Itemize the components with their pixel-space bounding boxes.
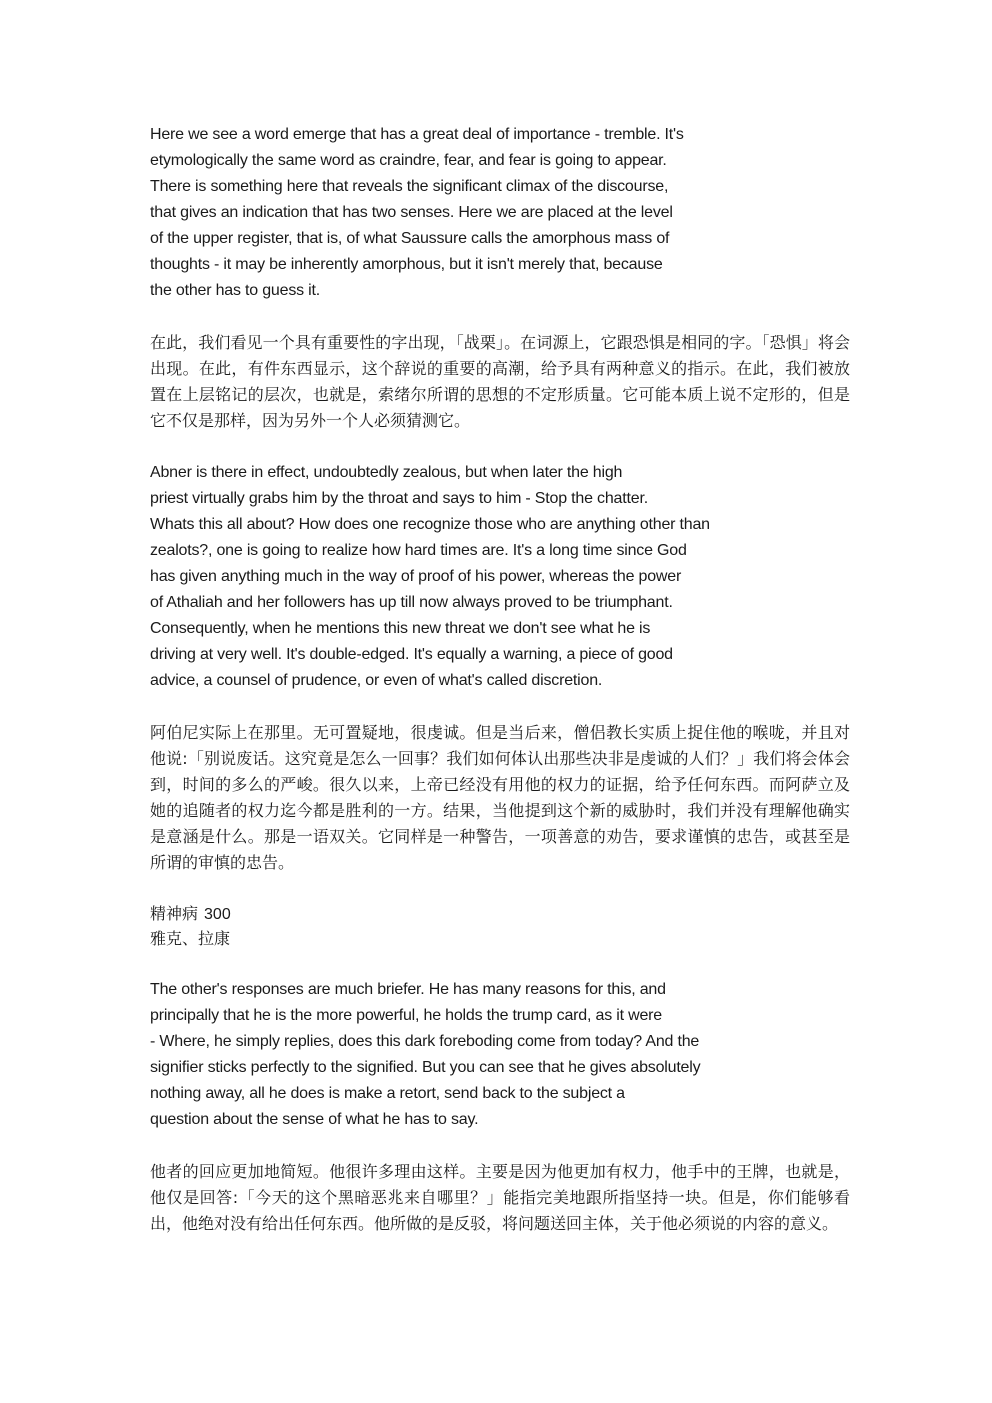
english-paragraph-3 xyxy=(150,977,850,1133)
chinese-paragraph-1: 在此，我们看见一个具有重要性的字出现，「战栗」。在词源上，它跟恐惧是相同的字。「恐惧」将会出现。在此，有件东西显示，这个辞说的重要的高潮，给予具有两种意义的指示。在此，我们被放置在上层铭记的层次，也就是，索绪尔所谓的思想的不定形质量。它可能本质上说不定形的，但是它不仅是那样，因为另外一个人必须猜测它。 xyxy=(150,333,850,430)
text-line: thoughts - it may be inherently amorphous, but it isn't merely that, because xyxy=(150,256,663,273)
text-line: etymologically the same word as craindre, fear, and fear is going to appear. xyxy=(150,152,667,169)
english-paragraph-2 xyxy=(150,460,850,694)
running-head-author: 雅克、拉康 xyxy=(150,929,231,948)
text-line: nothing away, all he does is make a retort, send back to the subject a xyxy=(150,1085,625,1102)
paragraph-gap xyxy=(150,694,850,720)
chinese-paragraph-2: 阿伯尼实际上在那里。无可置疑地，很虔诚。但是当后来，僧侣教长实质上捉住他的喉咙，并且对他说:「别说废话。这究竟是怎么一回事？我们如何体认出那些决非是虔诚的人们？」我们将会体会到，时间的多么的严峻。很久以来，上帝已经没有用他的权力的证据，给予任何东西。而阿萨立及她的追随者的权力迄今都是胜利的一方。结果，当他提到这个新的威胁时，我们并没有理解他确实是意涵是什么。那是一语双关。它同样是一种警告，一项善意的劝告，要求谨慎的忠告，或甚至是所谓的审慎的忠告。 xyxy=(150,723,850,872)
text-line: question about the sense of what he has to say. xyxy=(150,1111,479,1128)
paragraph-gap xyxy=(150,1133,850,1159)
text-line: The other's responses are much briefer. He has many reasons for this, and xyxy=(150,981,666,998)
text-line: the other has to guess it. xyxy=(150,282,321,299)
text-line: of Athaliah and her followers has up till now always proved to be triumphant. xyxy=(150,594,673,611)
text-line: Here we see a word emerge that has a great deal of importance - tremble. It's xyxy=(150,126,684,143)
text-line: zealots?, one is going to realize how hard times are. It's a long time since God xyxy=(150,542,687,559)
paragraph-gap xyxy=(150,304,850,330)
text-line: Abner is there in effect, undoubtedly zealous, but when later the high xyxy=(150,464,623,481)
running-head-title-line xyxy=(150,902,850,927)
running-head xyxy=(150,902,850,951)
text-line: - Where, he simply replies, does this dark foreboding come from today? And the xyxy=(150,1033,700,1050)
paragraph-gap xyxy=(150,951,850,977)
text-line: Whats this all about? How does one recognize those who are anything other than xyxy=(150,516,710,533)
text-line: Consequently, when he mentions this new threat we don't see what he is xyxy=(150,620,651,637)
page-number: 300 xyxy=(204,906,231,923)
text-line: priest virtually grabs him by the throat and says to him - Stop the chatter. xyxy=(150,490,648,507)
text-line: signifier sticks perfectly to the signified. But you can see that he gives absolutely xyxy=(150,1059,701,1076)
english-paragraph-1 xyxy=(150,122,850,304)
text-line: There is something here that reveals the significant climax of the discourse, xyxy=(150,178,669,195)
document-page xyxy=(150,122,850,1237)
text-line: of the upper register, that is, of what Saussure calls the amorphous mass of xyxy=(150,230,670,247)
text-line: driving at very well. It's double-edged. It's equally a warning, a piece of good xyxy=(150,646,673,663)
text-line: advice, a counsel of prudence, or even of what's called discretion. xyxy=(150,672,603,689)
text-line: that gives an indication that has two senses. Here we are placed at the level xyxy=(150,204,673,221)
paragraph-gap xyxy=(150,434,850,460)
paragraph-gap xyxy=(150,876,850,902)
running-head-title: 精神病 xyxy=(150,904,199,923)
text-line: has given anything much in the way of proof of his power, whereas the power xyxy=(150,568,682,585)
chinese-paragraph-3: 他者的回应更加地简短。他很许多理由这样。主要是因为他更加有权力，他手中的王牌，也就是，他仅是回答:「今天的这个黑暗恶兆来自哪里？」能指完美地跟所指坚持一块。但是，你们能够看出，他绝对没有给出任何东西。他所做的是反驳，将问题送回主体，关于他必须说的内容的意义。 xyxy=(150,1162,850,1233)
text-line: principally that he is the more powerful, he holds the trump card, as it were xyxy=(150,1007,662,1024)
